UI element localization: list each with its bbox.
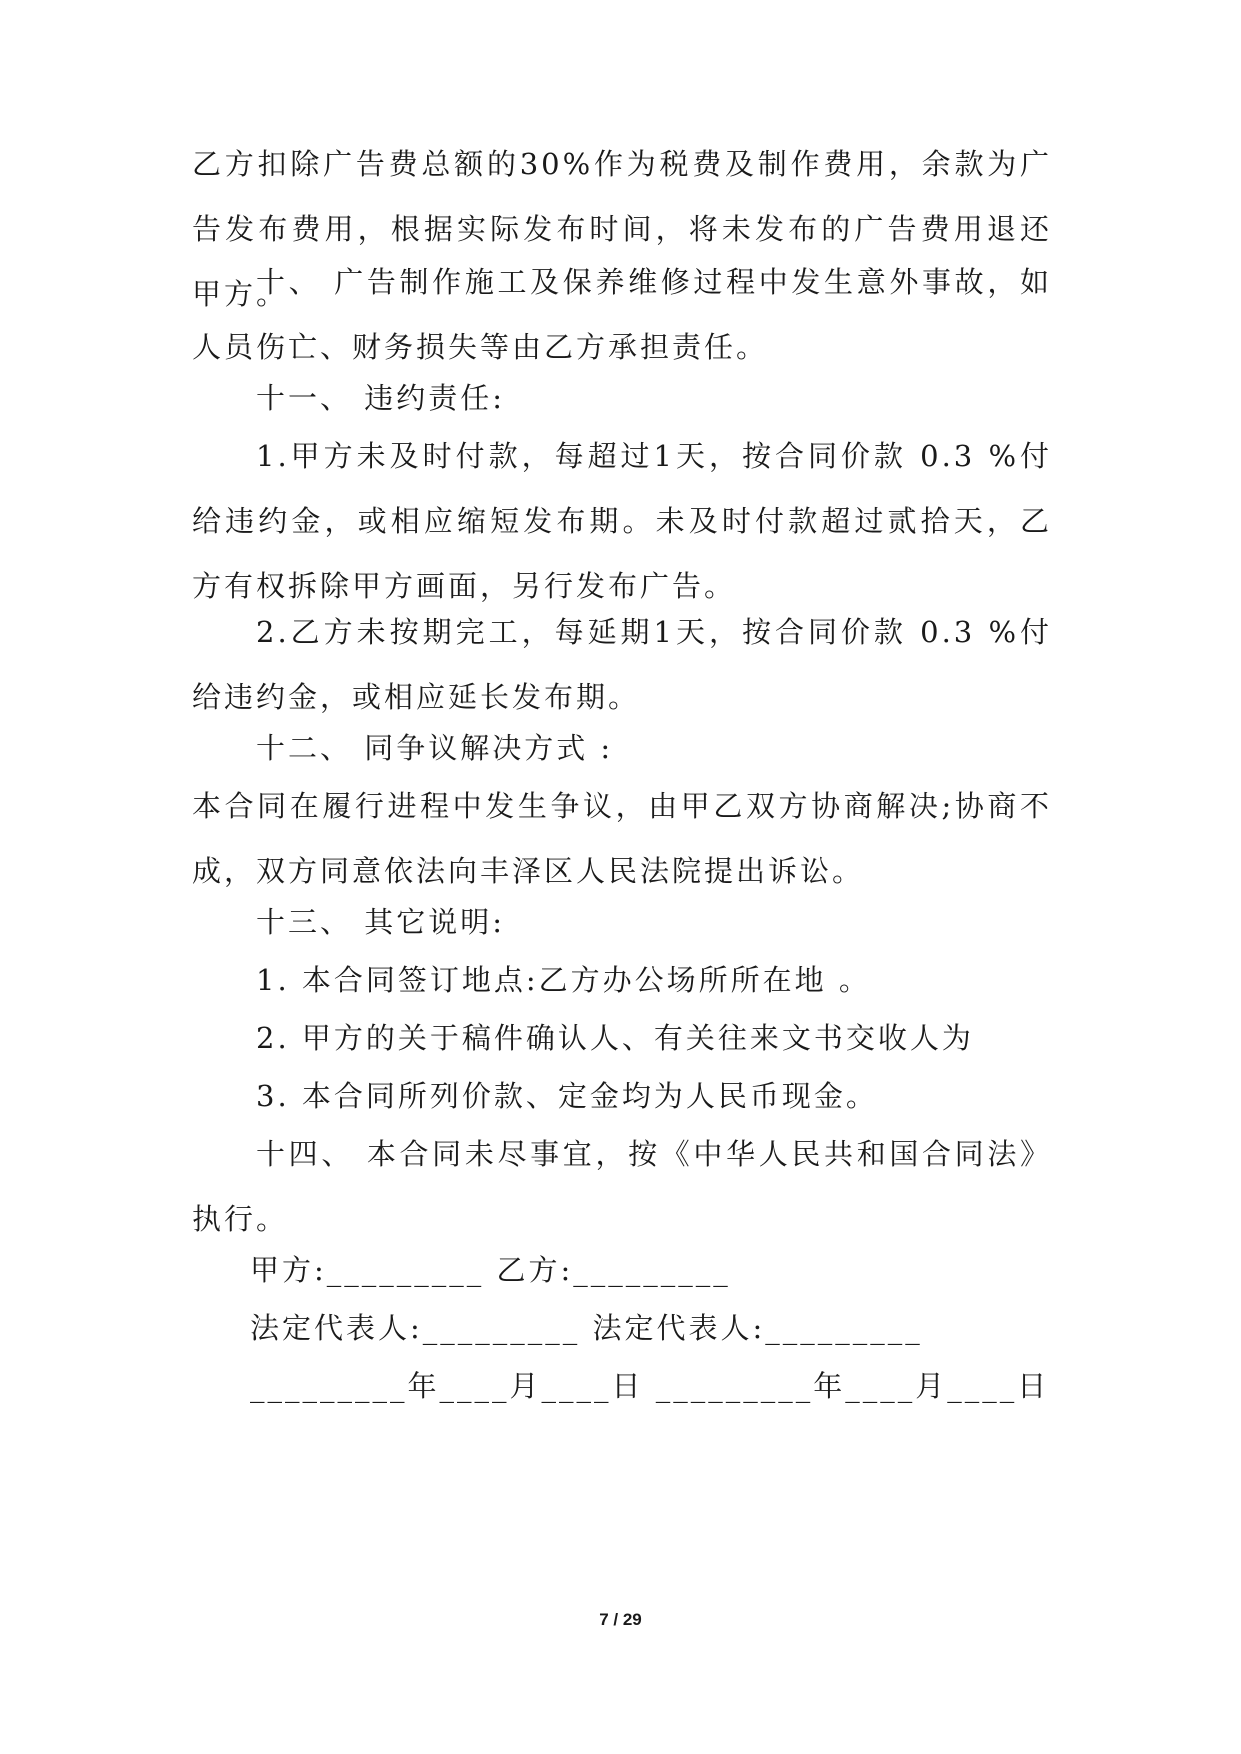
clause-14: 十四、 本合同未尽事宜，按《中华人民共和国合同法》执行。 [192,1137,1052,1236]
page-number: 7 / 29 [599,1610,642,1629]
clause-13-item-2: 2. 甲方的关于稿件确认人、有关往来文书交收人为 [256,1021,974,1055]
signature-party-line: 甲方:_________ 乙方:_________ [250,1253,731,1287]
clause-10-accident-liability: 十、 广告制作施工及保养维修过程中发生意外事故，如人员伤亡、财务损失等由乙方承担责任。 [192,265,1052,364]
clause-11-item-2: 2.乙方未按期完工，每延期1天，按合同价款 0.3 %付给违约金，或相应延长发布期。 [192,615,1052,714]
signature-representative-line: 法定代表人:_________ 法定代表人:_________ [250,1311,923,1345]
clause-13-heading: 十三、 其它说明: [256,905,505,939]
clause-11-heading: 十一、 违约责任: [256,381,505,415]
clause-13-item-1: 1. 本合同签订地点:乙方办公场所所在地 。 [256,963,871,997]
signature-date-line: _________年____月____日 _________年____月____日 [250,1369,1050,1403]
clause-13-item-3: 3. 本合同所列价款、定金均为人民币现金。 [256,1079,878,1113]
clause-12-body: 本合同在履行进程中发生争议，由甲乙双方协商解决;协商不成，双方同意依法向丰泽区人民法院提出诉讼。 [192,789,1052,888]
clause-11-item-1: 1.甲方未及时付款，每超过1天，按合同价款 0.3 %付给违约金，或相应缩短发布期。未及时付款超过贰拾天，乙方有权拆除甲方画面，另行发布广告。 [192,439,1052,603]
clause-12-heading: 十二、 同争议解决方式 : [256,731,614,765]
paragraph-refund-terms: 乙方扣除广告费总额的30%作为税费及制作费用，余款为广告发布费用，根据实际发布时间，将未发布的广告费用退还甲方。 [192,147,1052,311]
